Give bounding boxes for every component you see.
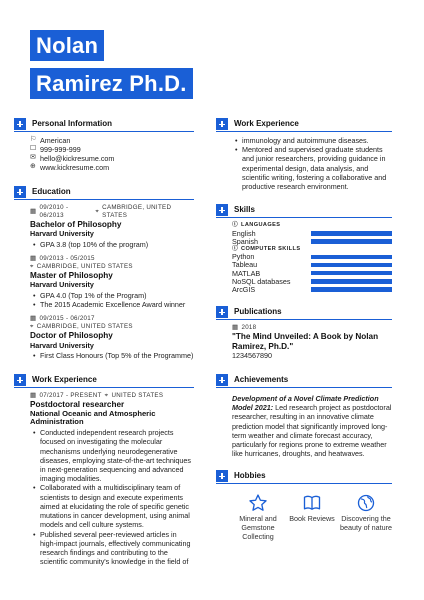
skill-name: Tableau: [232, 260, 258, 270]
dates: 09/2013 - 05/2015: [39, 254, 95, 262]
skill-category: COMPUTER SKILLS: [241, 245, 301, 252]
name-last: Ramirez Ph.D.: [30, 68, 193, 99]
book-icon: [286, 492, 338, 514]
section-title: Education: [32, 187, 71, 196]
skill-name: Python: [232, 252, 255, 262]
skill-bar: [311, 231, 392, 236]
pub-year: 2018: [241, 324, 257, 332]
dates: 09/2015 - 06/2017: [39, 315, 95, 323]
plus-icon: [216, 204, 228, 216]
personal-section: [14, 118, 194, 172]
location: CAMBRIDGE, UNITED STATES: [36, 263, 133, 271]
bullet: • GPA 4.0 (Top 1% of the Program): [30, 291, 194, 300]
nationality: American: [40, 135, 71, 145]
plus-icon: [14, 118, 26, 130]
email[interactable]: hello@kickresume.com: [40, 153, 115, 163]
employer: National Oceanic and Atmospheric Administration: [30, 408, 156, 427]
calendar-icon: ▦: [30, 392, 37, 399]
location-pin-icon: ⌖: [30, 323, 34, 331]
bullet: • Conducted independent research projects focused on investigating the molecular mechanisms underlying neurodegenerative diseases, employing state-of-the-art techniques in next-generation sequencing and advanced imaging modalities.: [30, 428, 194, 483]
bullet: • Mentored and supervised graduate students and junior researchers, providing guidance in experimental design, data analysis, and scientific writing, fostering a collaborative and productive research environment.: [232, 145, 392, 191]
section-title: Personal Information: [32, 119, 113, 128]
globe-icon: [340, 492, 392, 514]
website[interactable]: www.kickresume.com: [40, 162, 110, 172]
email-icon: ✉: [30, 154, 36, 162]
globe-icon: ⊕: [30, 163, 36, 171]
work-section: [14, 374, 194, 572]
calendar-icon: ▦: [232, 324, 239, 331]
education-section: [14, 186, 194, 366]
pub-title: "The Mind Unveiled: A Book by Nolan Ramirez, Ph.D.": [232, 332, 379, 351]
education-entry: [30, 204, 194, 249]
achievements-section: [216, 374, 392, 465]
skill-bar: [311, 287, 392, 292]
work-entry: [30, 392, 194, 566]
info-icon: ⓘ: [232, 245, 238, 252]
section-title: Work Experience: [234, 119, 299, 128]
job-title: Postdoctoral researcher: [30, 400, 125, 410]
bullet: • GPA 3.8 (top 10% of the program): [30, 240, 194, 249]
education-entry: [30, 315, 194, 360]
plus-icon: [14, 374, 26, 386]
section-title: Work Experience: [32, 375, 97, 384]
hobby-label: Book Reviews: [289, 514, 335, 523]
info-icon: ⓘ: [232, 222, 238, 228]
skills-section: [216, 204, 392, 294]
skill-bar: [311, 239, 392, 244]
flag-icon: ⚐: [30, 136, 37, 144]
plus-icon: [216, 118, 228, 130]
calendar-icon: ▦: [30, 315, 37, 323]
hobby-label: Mineral and Gemstone Collecting: [239, 514, 277, 542]
plus-icon: [216, 470, 228, 482]
plus-icon: [14, 186, 26, 198]
degree: Bachelor of Philosophy: [30, 219, 122, 229]
achievement-heading: Development of a Novel Climate Prediction Model 2021:: [232, 394, 379, 413]
hobbies-section: [216, 470, 392, 542]
bullet: • Collaborated with a multidisciplinary team of scientists to design and execute experiments aimed at elucidating the role of specific genetic mutations in cancer development, using animal models and cell culture systems.: [30, 483, 194, 529]
publications-section: [216, 306, 392, 366]
bullet: • Published several peer-reviewed articles in high-impact journals, effectively communicating research findings and contributing to the scientific community's knowledge in the field of: [30, 530, 194, 567]
degree: Master of Philosophy: [30, 270, 113, 280]
education-entry: [30, 255, 194, 309]
section-title: Publications: [234, 307, 282, 316]
skill-name: Spanish: [232, 236, 258, 246]
skill-bar: [311, 271, 392, 276]
degree: Doctor of Philosophy: [30, 331, 113, 341]
star-icon: [232, 492, 284, 514]
section-title: Hobbies: [234, 471, 266, 480]
phone: 999-999-999: [40, 144, 81, 154]
calendar-icon: ▦: [30, 254, 37, 262]
name-first: Nolan: [30, 30, 104, 61]
skill-bar: [311, 279, 392, 284]
bullet: • The 2015 Academic Excellence Award winner: [30, 300, 194, 309]
location: CAMBRIDGE, UNITED STATES: [36, 323, 133, 331]
skill-name: English: [232, 228, 256, 238]
hobby-item: [340, 492, 392, 542]
location-pin-icon: ⌖: [104, 392, 109, 400]
skill-name: NoSQL databases: [232, 276, 291, 286]
bullet-continued: • immunology and autoimmune diseases.: [232, 136, 392, 145]
hobby-label: Discovering the beauty of nature: [340, 514, 392, 533]
hobby-item: [286, 492, 338, 542]
calendar-icon: ▦: [30, 207, 37, 215]
section-title: Achievements: [234, 375, 289, 384]
school: Harvard University: [30, 340, 94, 350]
location-pin-icon: ⌖: [95, 207, 100, 215]
plus-icon: [216, 306, 228, 318]
location: UNITED STATES: [111, 392, 164, 400]
skill-bar: [311, 255, 392, 260]
skill-name: ArcGIS: [232, 284, 256, 294]
plus-icon: [216, 374, 228, 386]
work-continued-section: [216, 118, 392, 191]
dates: 07/2017 - PRESENT: [39, 392, 102, 400]
achievement-text: Led research project as postdoctoral researcher, resulting in an innovative climate prediction model that significantly improved long-term weather and climate forecast accuracy, particularly for regions prone to extreme weather like hurricanes, droughts, and heatwaves.: [232, 403, 392, 459]
pub-isbn: 1234567890: [232, 351, 272, 361]
dates: 09/2010 - 06/2013: [39, 204, 69, 219]
phone-icon: ☐: [30, 145, 37, 153]
skill-name: MATLAB: [232, 268, 261, 278]
school: Harvard University: [30, 229, 94, 239]
bullet: • First Class Honours (Top 5% of the Programme): [30, 351, 194, 360]
location: CAMBRIDGE, UNITED STATES: [102, 204, 172, 219]
school: Harvard University: [30, 280, 94, 290]
hobby-item: [232, 492, 284, 542]
skill-bar: [311, 263, 392, 268]
section-title: Skills: [234, 205, 255, 214]
skill-category: LANGUAGES: [241, 222, 281, 228]
location-pin-icon: ⌖: [30, 263, 34, 271]
